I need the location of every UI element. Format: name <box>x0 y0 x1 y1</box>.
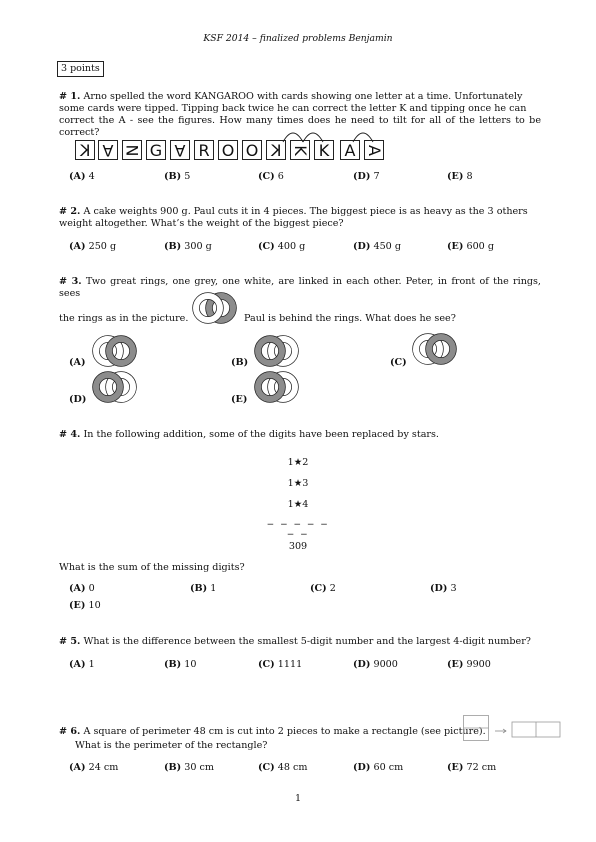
q5-option-b[interactable]: (B) 10 <box>164 659 197 670</box>
q1-text-1: Arno spelled the word KANGAROO with cards showing one letter at a time. Unfortunately <box>83 91 523 102</box>
q4-option-e[interactable]: (E) 10 <box>69 600 101 611</box>
q3-line1 <box>59 276 541 300</box>
q4-row-1: 1★2 <box>287 457 309 468</box>
q5-number: # 5. <box>59 636 81 647</box>
q2-line1 <box>59 206 541 218</box>
card-g: G <box>146 140 166 160</box>
page-number: 1 <box>294 793 302 804</box>
q4-option-c[interactable]: (C) 2 <box>310 583 336 594</box>
q3-option-a-rings <box>88 333 142 369</box>
q1-text-2: some cards were tipped. Tipping back twice he can correct the letter K and tipping once he can <box>59 103 527 114</box>
q1-option-b[interactable]: (B) 5 <box>164 171 191 182</box>
card-a4: A <box>364 140 384 160</box>
card-o1: O <box>218 140 238 160</box>
q4-option-d[interactable]: (D) 3 <box>430 583 457 594</box>
q3-text-1: Two great rings, one grey, one white, are linked in each other. Peter, in front of the rings, sees <box>59 276 541 299</box>
q1-option-d[interactable]: (D) 7 <box>353 171 380 182</box>
q6-line1 <box>59 726 486 738</box>
card-k3: K <box>290 140 310 160</box>
card-n: N <box>122 140 142 160</box>
q2-option-e[interactable]: (E) 600 g <box>447 241 494 252</box>
q3-option-b[interactable]: (B) <box>231 357 249 368</box>
q4-total: 309 <box>288 541 308 552</box>
q3-number: # 3. <box>59 276 82 287</box>
card-o2: O <box>242 140 262 160</box>
q5-option-c[interactable]: (C) 1111 <box>258 659 303 670</box>
q6-option-c[interactable]: (C) 48 cm <box>258 762 308 773</box>
q3-option-d-rings <box>88 369 142 405</box>
q1-option-c[interactable]: (C) 6 <box>258 171 284 182</box>
points-box: 3 points <box>57 61 104 77</box>
q6-option-d[interactable]: (D) 60 cm <box>353 762 404 773</box>
q4-option-b[interactable]: (B) 1 <box>190 583 217 594</box>
q3-option-b-rings <box>250 333 304 369</box>
q3-option-c[interactable]: (C) <box>390 357 407 368</box>
q4-number: # 4. <box>59 429 81 440</box>
q4-row-2: 1★3 <box>287 478 309 489</box>
q1-option-a[interactable]: (A) 4 <box>69 171 95 182</box>
q1-option-e[interactable]: (E) 8 <box>447 171 473 182</box>
q6-option-a[interactable]: (A) 24 cm <box>69 762 119 773</box>
card-k4: K <box>314 140 334 160</box>
q2-option-b[interactable]: (B) 300 g <box>164 241 212 252</box>
q6-square-to-rectangle <box>462 714 562 750</box>
q2-option-a[interactable]: (A) 250 g <box>69 241 117 252</box>
q3-option-a[interactable]: (A) <box>69 357 86 368</box>
q3-option-e[interactable]: (E) <box>231 394 248 405</box>
card-a1: A <box>98 140 118 160</box>
q5-line1 <box>59 636 541 648</box>
q6-number: # 6. <box>59 726 81 737</box>
q4-sum-rule: − − − − − − − <box>266 520 330 540</box>
q4-line1 <box>59 429 541 441</box>
q1-number: # 1. <box>59 91 81 102</box>
q3-rings-picture <box>188 291 242 327</box>
q5-option-e[interactable]: (E) 9900 <box>447 659 491 670</box>
q1-text-3: correct the A - see the figures. How many times does he need to tilt for all of the letters to be correct? <box>59 115 541 138</box>
q5-text: What is the difference between the smallest 5-digit number and the largest 4-digit number? <box>83 636 531 647</box>
q3-text-right: Paul is behind the rings. What does he see? <box>244 313 456 324</box>
q4-question: What is the sum of the missing digits? <box>59 562 245 573</box>
card-a3: A <box>340 140 360 160</box>
q4-text: In the following addition, some of the digits have been replaced by stars. <box>83 429 439 440</box>
card-a2: A <box>170 140 190 160</box>
q5-option-d[interactable]: (D) 9000 <box>353 659 398 670</box>
page-header: KSF 2014 – finalized problems Benjamin <box>203 33 393 44</box>
q2-option-c[interactable]: (C) 400 g <box>258 241 306 252</box>
q3-text-left: the rings as in the picture. <box>59 313 189 324</box>
card-k2: K <box>266 140 286 160</box>
q2-option-d[interactable]: (D) 450 g <box>353 241 401 252</box>
q6-option-b[interactable]: (B) 30 cm <box>164 762 214 773</box>
q2-text-2: weight altogether. What’s the weight of the biggest piece? <box>59 218 344 229</box>
q3-option-d[interactable]: (D) <box>69 394 87 405</box>
q6-text-2: What is the perimeter of the rectangle? <box>75 740 268 751</box>
q4-row-3: 1★4 <box>287 499 309 510</box>
q2-number: # 2. <box>59 206 81 217</box>
q1-line1 <box>59 91 541 103</box>
card-r: R <box>194 140 214 160</box>
q4-option-a[interactable]: (A) 0 <box>69 583 95 594</box>
q3-option-e-rings <box>250 369 304 405</box>
q3-option-c-rings <box>408 331 462 367</box>
q5-option-a[interactable]: (A) 1 <box>69 659 95 670</box>
card-k1: K <box>75 140 95 160</box>
q2-text-1: A cake weights 900 g. Paul cuts it in 4 pieces. The biggest piece is as heavy as the 3 others <box>83 206 528 217</box>
q6-text-1: A square of perimeter 48 cm is cut into 2 pieces to make a rectangle (see picture). <box>83 726 486 737</box>
q6-option-e[interactable]: (E) 72 cm <box>447 762 497 773</box>
